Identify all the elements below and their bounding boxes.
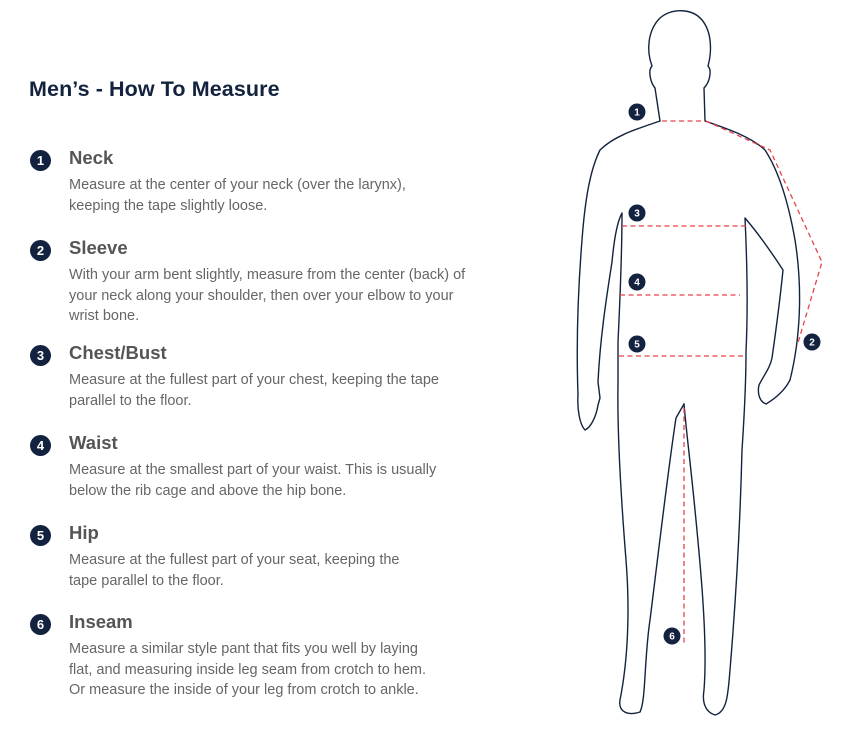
marker-3	[629, 205, 646, 222]
step-description: Measure at the fullest part of your chest, keeping the tape parallel to the floor.	[69, 372, 439, 409]
sleeve-tape-line	[706, 121, 822, 346]
step-number-badge: 4	[30, 435, 51, 456]
svg-text:6: 6	[669, 631, 675, 643]
marker-4	[629, 274, 646, 291]
svg-text:2: 2	[809, 337, 815, 349]
svg-text:4: 4	[634, 277, 640, 289]
step-description: Measure at the smallest part of your waist. This is usually below the rib cage and above the hip bone.	[69, 462, 437, 499]
marker-1	[629, 104, 646, 121]
svg-text:3: 3	[634, 208, 640, 220]
svg-text:5: 5	[634, 339, 640, 351]
step-title: Chest/Bust	[69, 342, 167, 363]
marker-2	[804, 334, 821, 351]
body-measurement-figure	[560, 0, 860, 742]
step-number-badge: 2	[30, 240, 51, 261]
head-outline	[649, 11, 711, 121]
step-title: Neck	[69, 147, 114, 168]
step-title: Waist	[69, 432, 118, 453]
step-description: With your arm bent slightly, measure from the center (back) of your neck along your shoulder, then over your elbow to your wrist bone.	[69, 267, 466, 324]
right-body-outline	[684, 121, 800, 715]
step-number-badge: 5	[30, 525, 51, 546]
step-number-badge: 3	[30, 345, 51, 366]
step-title: Hip	[69, 522, 99, 543]
page-title: Men’s - How To Measure	[29, 77, 280, 101]
marker-6	[664, 628, 681, 645]
step-number-badge: 6	[30, 614, 51, 635]
marker-5	[629, 336, 646, 353]
step-title: Inseam	[69, 611, 133, 632]
svg-text:1: 1	[634, 107, 640, 119]
step-number-badge: 1	[30, 150, 51, 171]
step-description: Measure a similar style pant that fits you well by laying flat, and measuring inside leg seam from crotch to hem. Or measure the inside of your leg from crotch to ankle.	[69, 641, 427, 698]
step-description: Measure at the center of your neck (over the larynx), keeping the tape slightly loose.	[69, 177, 406, 214]
step-description: Measure at the fullest part of your seat, keeping the tape parallel to the floor.	[69, 552, 400, 589]
step-title: Sleeve	[69, 237, 128, 258]
